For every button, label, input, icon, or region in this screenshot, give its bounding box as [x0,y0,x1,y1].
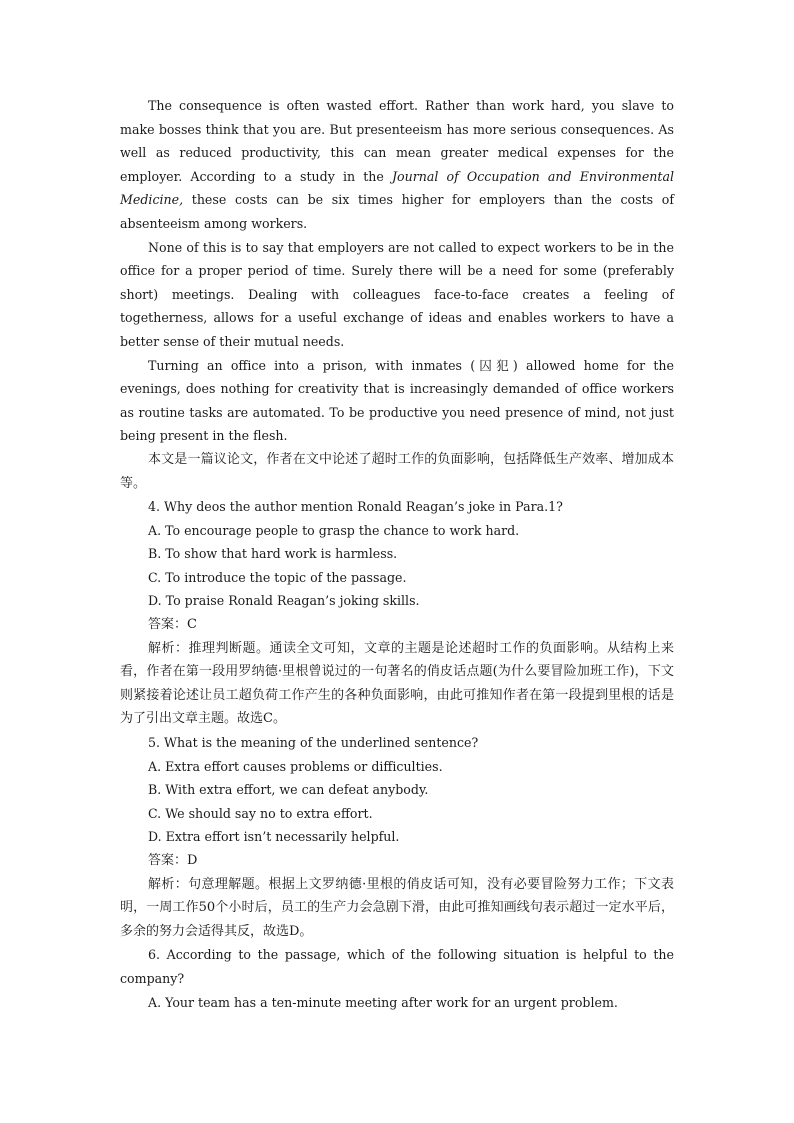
q5-option-b: B. With extra effort, we can defeat anybody. [148,782,429,798]
q4-option-c: C. To introduce the topic of the passage. [148,569,407,585]
question-4: 4. Why deos the author mention Ronald Reagan’s joke in Para.1? [148,499,563,515]
passage-p1-part3: these costs can be six times higher for employers than the costs of absenteeism among workers. [120,192,674,231]
q4-answer: 答案：C [148,617,197,633]
journal-title: Journal of Occupation and Environmental Medicine, [120,168,674,208]
q4-option-d: D. To praise Ronald Reagan’s joking skills. [148,593,420,609]
question-5: 5. What is the meaning of the underlined sentence? [148,735,479,751]
passage-paragraph-1 [120,94,674,236]
q5-option-a: A. Extra effort causes problems or difficulties. [148,758,443,774]
q5-explanation: 解析：句意理解题。根据上文罗纳德·里根的俏皮话可知，没有必要冒险努力工作；下文表明，一周工作50个小时后，员工的生产力会急剧下滑，由此可推知画线句表示超过一定水平后，多余的努力会适得其反，故选D。 [120,876,674,939]
q4-option-a: A. To encourage people to grasp the chance to work hard. [148,522,520,538]
passage-paragraph-3: Turning an office into a prison, with inmates (囚犯) allowed home for the evenings, does nothing for creativity that is increasingly demanded of office workers as routine tasks are automated. To be productive you need presence of mind, not just being present in the flesh. [120,357,674,444]
summary-text: 本文是一篇议论文，作者在文中论述了超时工作的负面影响，包括降低生产效率、增加成本等。 [120,451,674,491]
content-column [120,94,674,1014]
q5-option-d: D. Extra effort isn’t necessarily helpful. [148,829,400,845]
passage-p1-part1: The consequence is often wasted effort. Rather than work hard, you slave to make bosses think that you are. But presenteeism has more serious consequences. As well as reduced productivity, this can mean greater medical expenses for the employer. According to a study in the [120,98,674,184]
q6-option-a: A. Your team has a ten-minute meeting after work for an urgent problem. [148,994,618,1010]
q5-option-c: C. We should say no to extra effort. [148,805,373,821]
passage-paragraph-2: None of this is to say that employers are not called to expect workers to be in the office for a proper period of time. Surely there will be a need for some (preferably short) meetings. Dealing with colleagues face-to-face creates a feeling of togetherness, allows for a useful exchange of ideas and enables workers to have a better sense of their mutual needs. [120,239,674,349]
q4-option-b: B. To show that hard work is harmless. [148,546,398,562]
q4-explanation: 解析：推理判断题。通读全文可知，文章的主题是论述超时工作的负面影响。从结构上来看，作者在第一段用罗纳德·里根曾说过的一句著名的俏皮话点题(为什么要冒险加班工作)，下文则紧接着论述让员工超负荷工作产生的各种负面影响，由此可推知作者在第一段提到里根的话是为了引出文章主题。故选C。 [120,640,674,727]
q5-answer: 答案：D [148,853,198,868]
question-6: 6. According to the passage, which of the following situation is helpful to the company? [120,947,674,986]
